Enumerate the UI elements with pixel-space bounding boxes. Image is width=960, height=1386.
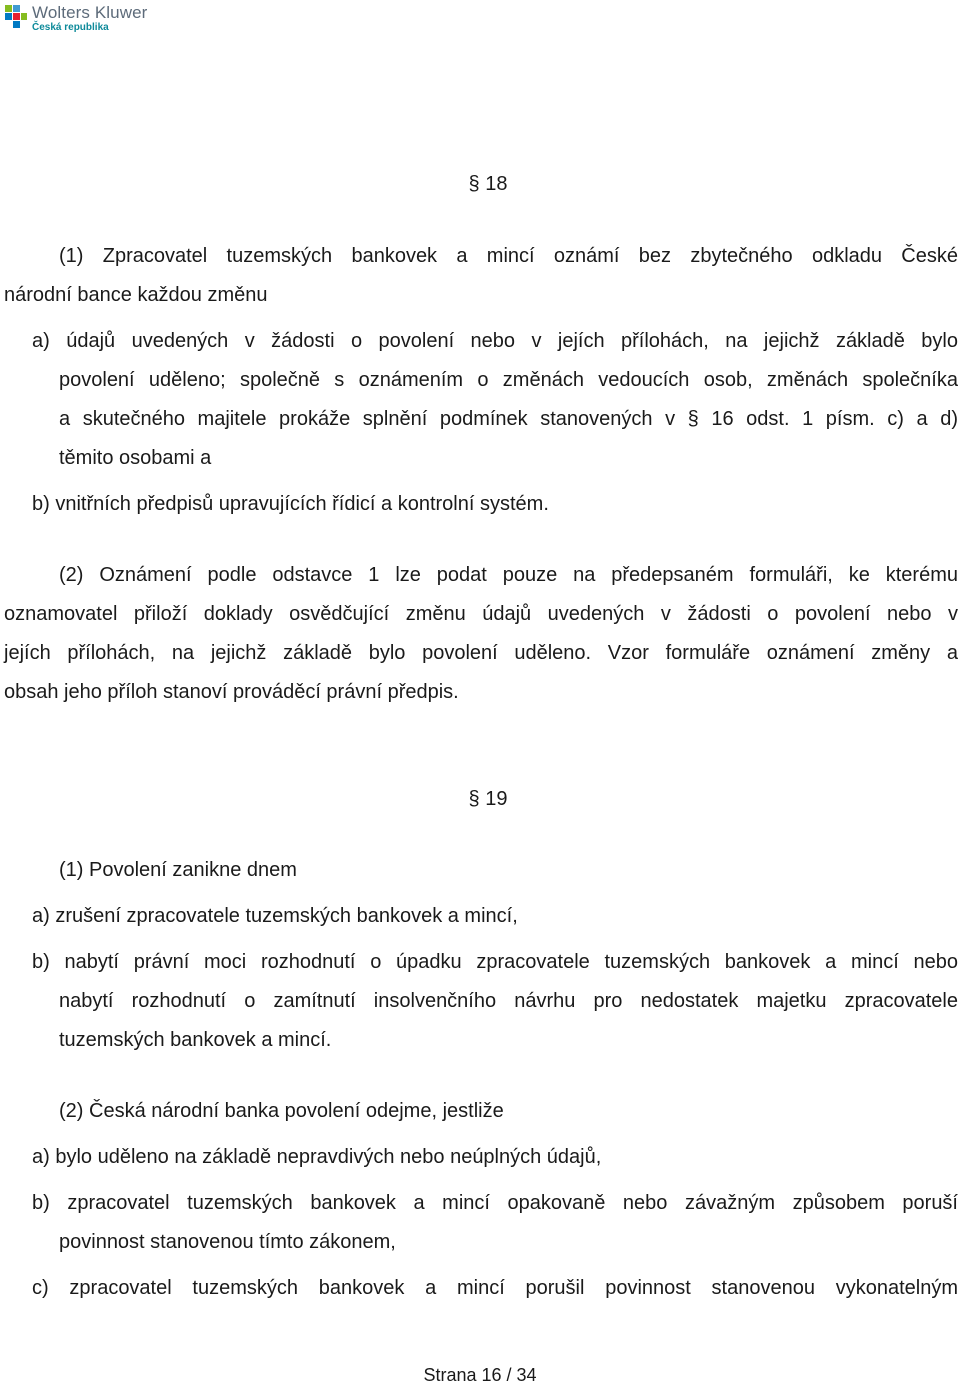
paragraph-line: (1) Zpracovatel tuzemských bankovek a mincí oznámí bez zbytečného odkladu České <box>59 245 958 267</box>
paragraph-line: b) zpracovatel tuzemských bankovek a mincí opakovaně nebo závažným způsobem poruší <box>32 1192 958 1214</box>
paragraph-line: b) vnitřních předpisů upravujících řídicí a kontrolní systém. <box>32 493 549 515</box>
paragraph-line: (2) Česká národní banka povolení odejme, jestliže <box>59 1100 504 1122</box>
wolters-kluwer-logo-icon <box>4 4 28 32</box>
paragraph-line: povinnost stanovenou tímto zákonem, <box>59 1231 396 1253</box>
publisher-logo <box>4 4 147 34</box>
paragraph-line: povolení uděleno; společně s oznámením o změnách vedoucích osob, změnách společníka <box>59 369 958 391</box>
section-heading-19: § 19 <box>468 788 508 810</box>
paragraph-line: národní bance každou změnu <box>4 284 268 306</box>
paragraph-line: obsah jeho příloh stanoví prováděcí právní předpis. <box>4 681 459 703</box>
paragraph-line: c) zpracovatel tuzemských bankovek a mincí porušil povinnost stanovenou vykonatelným <box>32 1277 958 1299</box>
section-heading-18: § 18 <box>468 173 508 195</box>
paragraph-line: a) zrušení zpracovatele tuzemských bankovek a mincí, <box>32 905 518 927</box>
page-number: Strana 16 / 34 <box>423 1365 537 1385</box>
paragraph-line: (1) Povolení zanikne dnem <box>59 859 297 881</box>
paragraph-line: a) údajů uvedených v žádosti o povolení nebo v jejích přílohách, na jejichž základě bylo <box>32 330 958 352</box>
logo-subtitle: Česká republika <box>32 22 109 33</box>
paragraph-line: (2) Oznámení podle odstavce 1 lze podat pouze na předepsaném formuláři, ke kterému <box>59 564 958 586</box>
paragraph-line: a skutečného majitele prokáže splnění podmínek stanovených v § 16 odst. 1 písm. c) a d) <box>59 408 958 430</box>
paragraph-line: jejích přílohách, na jejichž základě bylo povolení uděleno. Vzor formuláře oznámení změny a <box>4 642 958 664</box>
paragraph-line: nabytí rozhodnutí o zamítnutí insolvenčního návrhu pro nedostatek majetku zpracovatele <box>59 990 958 1012</box>
logo-name: Wolters Kluwer <box>32 3 148 22</box>
paragraph-line: těmito osobami a <box>59 447 212 469</box>
paragraph-line: a) bylo uděleno na základě nepravdivých nebo neúplných údajů, <box>32 1146 602 1168</box>
paragraph-line: b) nabytí právní moci rozhodnutí o úpadku zpracovatele tuzemských bankovek a mincí nebo <box>32 951 958 973</box>
paragraph-line: tuzemských bankovek a mincí. <box>59 1029 332 1051</box>
paragraph-line: oznamovatel přiloží doklady osvědčující změnu údajů uvedených v žádosti o povolení nebo v <box>4 603 958 625</box>
